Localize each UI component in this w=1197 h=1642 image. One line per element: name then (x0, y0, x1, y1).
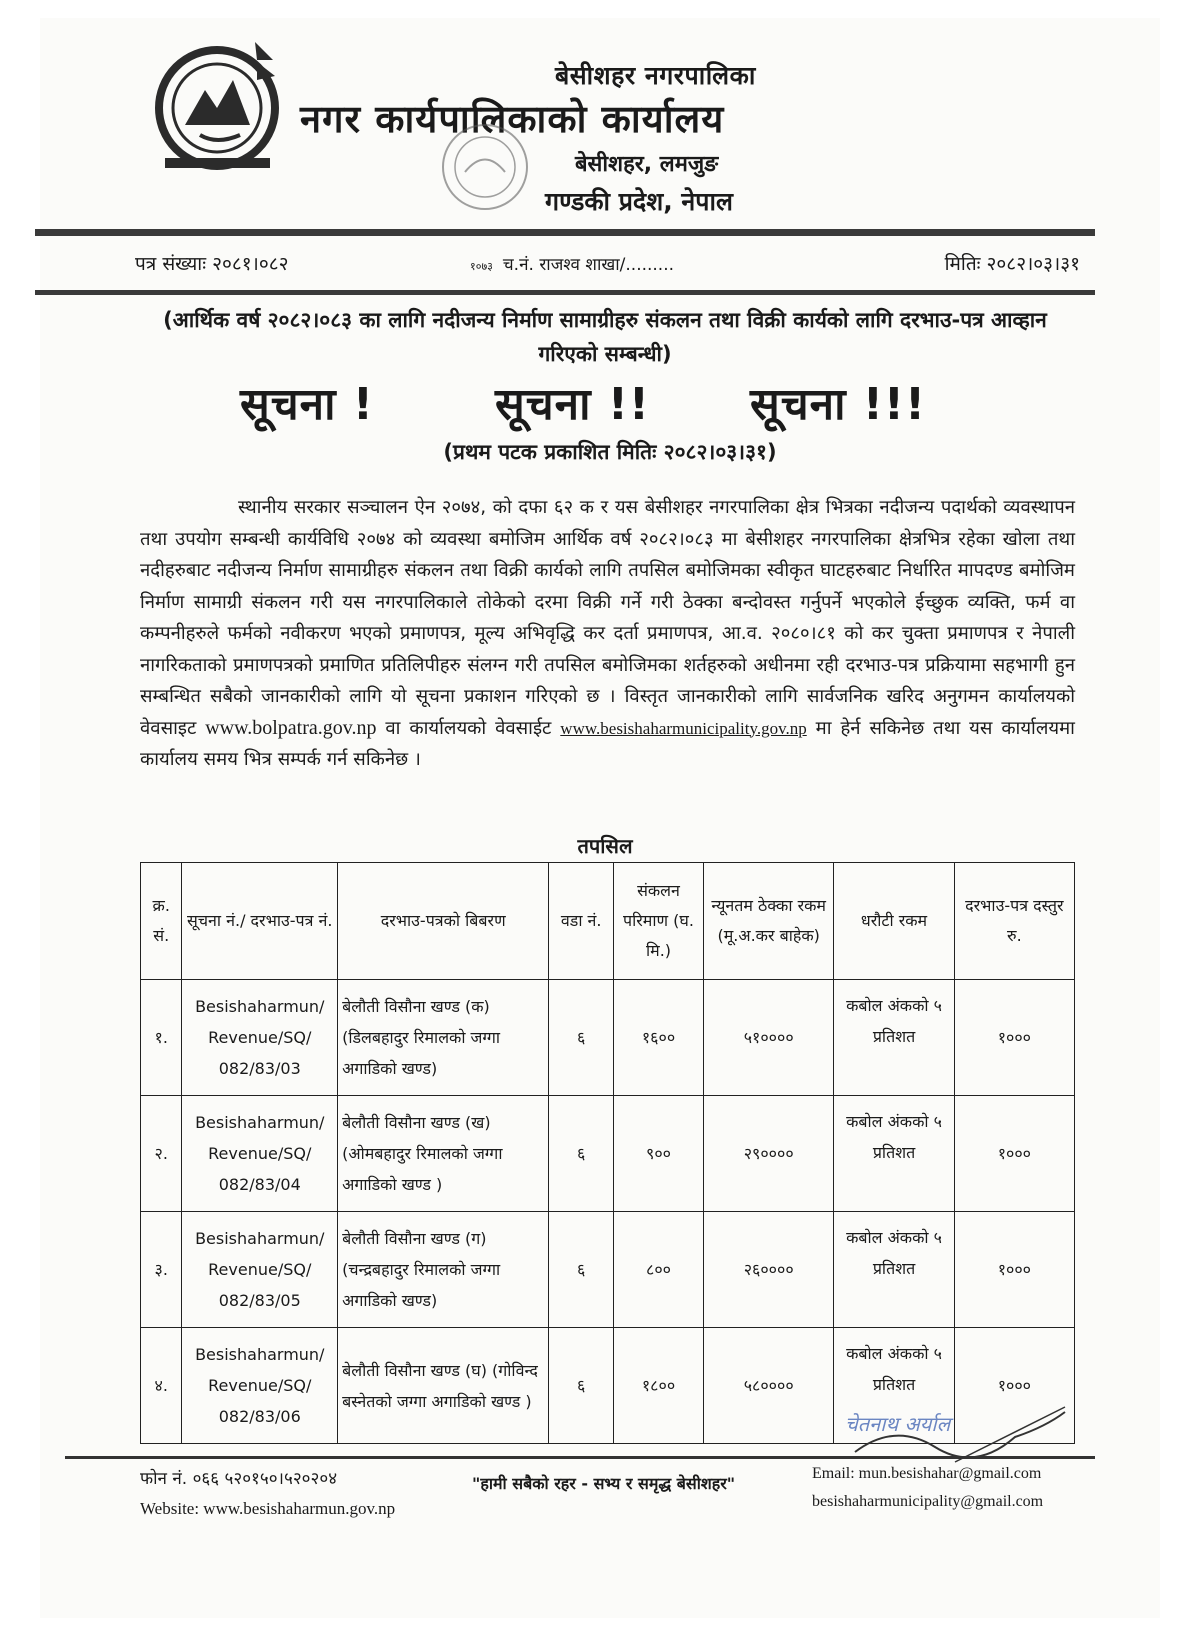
letter-number: पत्र संख्याः २०८१।०८२ (135, 253, 289, 275)
header-ward: वडा नं. (549, 863, 614, 980)
table-row (141, 1096, 1075, 1212)
cell-ref: Besishaharmun/ Revenue/SQ/ 082/83/04 (182, 1096, 338, 1212)
footer-emails (812, 1460, 1043, 1516)
cell-sn: १. (141, 980, 182, 1096)
cell-ward: ६ (549, 1212, 614, 1328)
cell-deposit: कबोल अंकको ५ प्रतिशत (834, 1212, 954, 1328)
cell-desc: बेलौती विसौना खण्ड (घ) (गोविन्द बस्नेतको जग्गा अगाडिको खण्ड ) (338, 1328, 549, 1444)
cell-sn: ४. (141, 1328, 182, 1444)
cell-ref: Besishaharmun/ Revenue/SQ/ 082/83/03 (182, 980, 338, 1096)
header-min-amount: न्यूनतम ठेक्का रकम (मू.अ.कर बाहेक) (703, 863, 833, 980)
office-stamp-icon (395, 122, 545, 242)
cell-qty: १६०० (614, 980, 704, 1096)
footer-rule (65, 1456, 1095, 1459)
table-row (141, 1212, 1075, 1328)
cell-min-amount: ५१०००० (703, 980, 833, 1096)
letter-date: मितिः २०८२।०३।३१ (944, 253, 1080, 275)
cell-min-amount: ५८०००० (703, 1328, 833, 1444)
signature-name: चेतनाथ अर्याल (845, 1412, 951, 1436)
municipality-website-link[interactable]: www.besishaharmunicipality.gov.np (560, 718, 807, 738)
office-location: बेसीशहर, लमजुङ (575, 152, 719, 177)
notice-heading-1: सूचना ! (240, 379, 374, 430)
cell-sn: ३. (141, 1212, 182, 1328)
body-paragraph: स्थानीय सरकार सञ्चालन ऐन २०७४, को दफा ६२ क र यस बेसीशहर नगरपालिका क्षेत्र भित्रका नदीजन्य पदार्थको व्यवस्थापन तथा उपयोग सम्बन्धी कार्यविधि २०७४ को व्यवस्था बमोजिम आर्थिक वर्ष २०८२।०८३ मा बेसीशहर नगरपालिका क्षेत्रभित्र रहेका खोला तथा नदीहरुबाट नदीजन्य निर्माण सामाग्रीहरु संकलन तथा विक्री कार्यको लागि तपसिल बमोजिमका स्वीकृत घाटहरुबाट निर्धारित मापदण्ड बमोजिम निर्माण सामाग्री संकलन गरी यस नगरपालिकाले तोकेको दरमा विक्री गर्ने गरी ठेक्का बन्दोवस्त गर्नुपर्ने भएकोले ईच्छुक व्यक्ति, फर्म वा कम्पनीहरुले फर्मको नवीकरण भएको प्रमाणपत्र, मूल्य अभिवृद्धि कर दर्ता प्रमाणपत्र, आ.व. २०८०।८१ को कर चुक्ता प्रमाणपत्र र नेपाली नागरिकताको प्रमाणपत्रको प्रमाणित प्रतिलिपीहरु संलग्न गरी तपसिल बमोजिमका शर्तहरुको अधीनमा रही दरभाउ-पत्र प्रक्रियामा सहभागी हुन सम्बन्धित सबैको जानकारीको लागि यो सूचना प्रकाशन गरिएको छ । विस्तृत जानकारीको लागि सार्वजनिक खरिद अनुगमन कार्यालयको वेवसाइट (140, 497, 1075, 739)
cell-fee: १००० (954, 980, 1074, 1096)
cell-ref: Besishaharmun/ Revenue/SQ/ 082/83/06 (182, 1328, 338, 1444)
cell-fee: १००० (954, 1212, 1074, 1328)
bolpatra-link[interactable]: www.bolpatra.gov.np (205, 716, 377, 739)
cell-min-amount: २९०००० (703, 1096, 833, 1212)
header-deposit: धरौटी रकम (834, 863, 954, 980)
cell-qty: १८०० (614, 1328, 704, 1444)
cell-desc: बेलौती विसौना खण्ड (क) (डिलबहादुर रिमालको जग्गा अगाडिको खण्ड) (338, 980, 549, 1096)
publication-date: (प्रथम पटक प्रकाशित मितिः २०८२।०३।३१) (443, 440, 777, 464)
footer-slogan: "हामी सबैको रहर - सभ्य र समृद्ध बेसीशहर" (472, 1474, 736, 1493)
cell-ref: Besishaharmun/ Revenue/SQ/ 082/83/05 (182, 1212, 338, 1328)
cell-fee: १००० (954, 1328, 1074, 1444)
cell-ward: ६ (549, 980, 614, 1096)
footer-contact (140, 1464, 395, 1524)
office-title: नगर कार्यपालिकाको कार्यालय (300, 97, 725, 141)
bid-schedule-table (140, 862, 1075, 1444)
notice-subject: (आर्थिक वर्ष २०८२।०८३ का लागि नदीजन्य निर्माण सामाग्रीहरु संकलन तथा विक्री कार्यको लागि दरभाउ-पत्र आव्हान गरिएको सम्बन्धी) (163, 308, 1047, 366)
header-desc: दरभाउ-पत्रको बिबरण (338, 863, 549, 980)
notice-heading-2: सूचना !! (495, 379, 650, 430)
table-header-row (141, 863, 1075, 980)
header-ref: सूचना नं./ दरभाउ-पत्र नं. (182, 863, 338, 980)
body-paragraph-end: मा हेर्न सकिनेछ तथा यस कार्यालयमा कार्यालय समय भित्र सम्पर्क गर्न सकिनेछ । (140, 717, 1075, 770)
office-province: गण्डकी प्रदेश, नेपाल (545, 187, 733, 216)
cell-qty: ९०० (614, 1096, 704, 1212)
header-qty: संकलन परिमाण (घ. मि.) (614, 863, 704, 980)
cell-min-amount: २६०००० (703, 1212, 833, 1328)
cell-desc: बेलौती विसौना खण्ड (ग) (चन्द्रबहादुर रिमालको जग्गा अगाडिको खण्ड) (338, 1212, 549, 1328)
footer-phone: फोन नं. ०६६ ५२०१५०।५२०२०४ (140, 1469, 338, 1489)
cell-ward: ६ (549, 1328, 614, 1444)
cell-qty: ८०० (614, 1212, 704, 1328)
cell-desc: बेलौती विसौना खण्ड (ख) (ओमबहादुर रिमालको जग्गा अगाडिको खण्ड ) (338, 1096, 549, 1212)
cell-deposit: कबोल अंकको ५ प्रतिशत (834, 980, 954, 1096)
cell-ward: ६ (549, 1096, 614, 1212)
footer-website[interactable]: Website: www.besishaharmun.gov.np (140, 1499, 396, 1518)
letter-meta-row (135, 250, 1080, 280)
notice-heading-row (240, 372, 1040, 442)
header-fee: दरभाउ-पत्र दस्तुर रु. (954, 863, 1074, 980)
notice-heading-3: सूचना !!! (750, 379, 927, 430)
stamp-number: १०७३ (470, 260, 493, 273)
dispatch-number (470, 252, 674, 275)
table-row (141, 980, 1075, 1096)
header-rule-bottom (35, 290, 1095, 295)
cell-sn: २. (141, 1096, 182, 1212)
header-sn: क्र. सं. (141, 863, 182, 980)
body-paragraph-mid: वा कार्यालयको वेवसाईट (385, 717, 552, 739)
footer-email-2[interactable]: besishaharmunicipality@gmail.com (812, 1493, 1044, 1510)
dispatch-number-text: च.नं. राजश्व शाखा/......... (502, 255, 675, 275)
cell-fee: १००० (954, 1096, 1074, 1212)
header-rule-top (35, 229, 1095, 236)
footer-email-1[interactable]: Email: mun.besishahar@gmail.com (812, 1465, 1042, 1482)
cell-deposit: कबोल अंकको ५ प्रतिशत (834, 1328, 954, 1444)
cell-deposit: कबोल अंकको ५ प्रतिशत (834, 1096, 954, 1212)
nepal-emblem-icon (145, 30, 295, 175)
table-title: तपसिल (577, 834, 633, 858)
municipality-name: बेसीशहर नगरपालिका (555, 61, 756, 90)
notice-body (140, 492, 1075, 776)
